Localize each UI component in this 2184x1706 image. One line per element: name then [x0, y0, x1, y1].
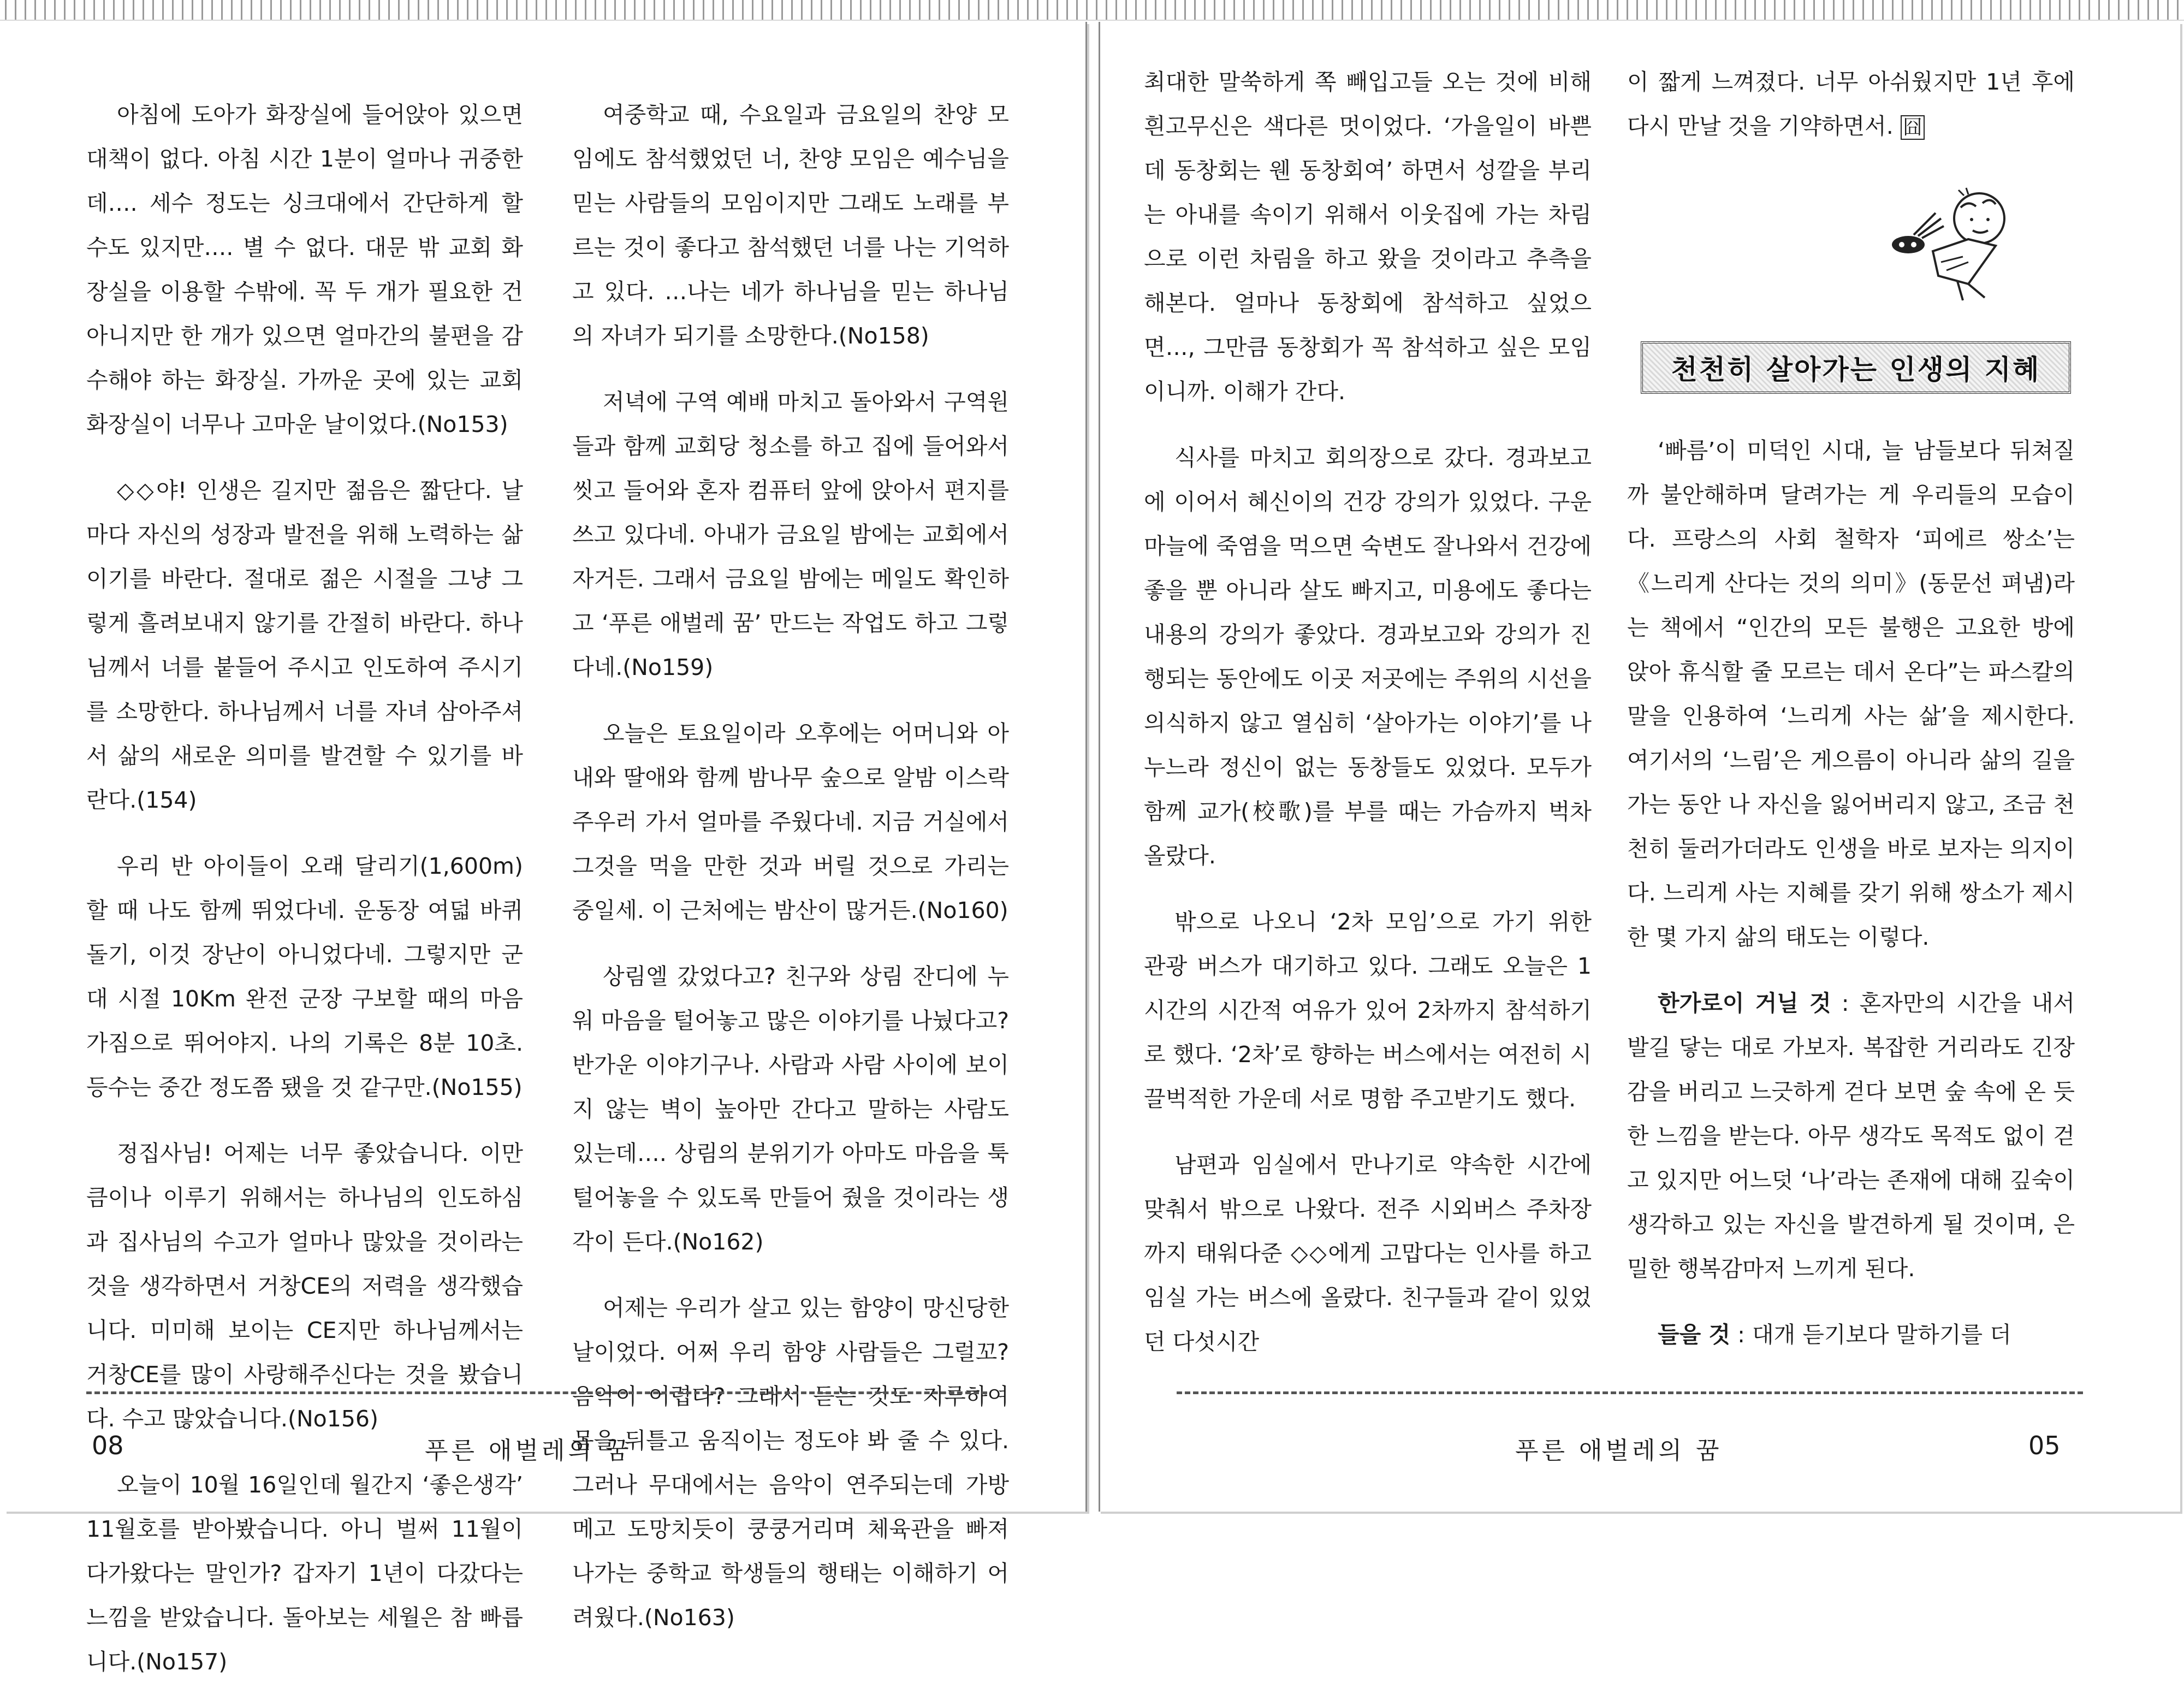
- paragraph: [1627, 60, 2075, 150]
- spiral-binding: [0, 0, 2184, 21]
- right-column-2-top: [1627, 60, 2075, 171]
- paragraph: ‘빠름’이 미덕인 시대, 늘 남들보다 뒤쳐질까 불안해하며 달려가는 게 우리들의 모습이다. 프랑스의 사회 철학자 ‘피에르 쌍소’는 《느리게 산다는 것의 의미》(동문선 펴냄)라는 책에서 “인간의 모든 불행은 고요한 방에 앉아 휴식할 줄 모르는 데서 온다”는 파스칼의 말을 인용하여 ‘느리게 사는 삶’을 제시한다. 여기서의 ‘느림’은 게으름이 아니라 삶의 길을 가는 동안 나 자신을 잃어버리지 않고, 조금 천천히 둘러가더라도 인생을 바로 보자는 의지이다. 느리게 사는 지혜를 갖기 위해 쌍소가 제시한 몇 가지 삶의 태도는 이렇다.: [1627, 437, 2075, 950]
- paragraph: 밖으로 나오니 ‘2차 모임’으로 가기 위한 관광 버스가 대기하고 있다. 그래도 오늘은 1시간의 시간적 여유가 있어 2차까지 참석하기로 했다. ‘2차’로 향하는 버스에서는 여전히 시끌벅적한 가운데 서로 명함 주고받기도 했다.: [1144, 909, 1592, 1112]
- paragraph: 우리 반 아이들이 오래 달리기(1,600m) 할 때 나도 함께 뛰었다네. 운동장 여덟 바퀴 돌기, 이것 장난이 아니었다네. 그렇지만 군대 시절 10Km 완전 군장 구보할 때의 마음가짐으로 뛰어야지. 나의 기록은 8분 10초. 등수는 중간 정도쯤 됐을 것 같구만.(No155): [86, 853, 523, 1100]
- right-column-1: [1144, 60, 1592, 1386]
- paragraph: 정집사님! 어제는 너무 좋았습니다. 이만큼이나 이루기 위해서는 하나님의 인도하심과 집사님의 수고가 얼마나 많았을 것이라는 것을 생각하면서 거창CE의 저력을 생각했습니다. 미미해 보이는 CE지만 하나님께서는 거창CE를 많이 사랑해주신다는 것을 봤습니다. 수고 많았습니다.(No156): [86, 1140, 523, 1432]
- paragraph: 여중학교 때, 수요일과 금요일의 찬양 모임에도 참석했었던 너, 찬양 모임은 예수님을 믿는 사람들의 모임이지만 그래도 노래를 부르는 것이 좋다고 참석했던 너를 나는 기억하고 있다. …나는 네가 하나님을 믿는 하나님의 자녀가 되기를 소망한다.(No158): [572, 102, 1009, 349]
- item-text: : 대개 듣기보다 말하기를 더: [1730, 1322, 2011, 1348]
- paragraph: 최대한 말쑥하게 쪽 빼입고들 오는 것에 비해 흰고무신은 색다른 멋이었다. ‘가을일이 바쁜데 동창회는 웬 동창회여’ 하면서 성깔을 부리는 아내를 속이기 위해서 이웃집에 가는 차림으로 이런 차림을 하고 왔을 것이라고 추측을 해본다. 얼마나 동창회에 참석하고 싶었으면…, 그만큼 동창회가 꼭 참석하고 싶은 모임이니까. 이해가 간다.: [1144, 69, 1592, 405]
- page-number: 08: [92, 1431, 124, 1460]
- paragraph: ◇◇야! 인생은 길지만 젊음은 짧단다. 날마다 자신의 성장과 발전을 위해 노력하는 삶이기를 바란다. 절대로 젊은 시절을 그냥 그렇게 흘려보내지 않기를 간절히 바란다. 하나님께서 너를 붙들어 주시고 인도하여 주시기를 소망한다. 하나님께서 너를 자녀 삼아주셔서 삶의 새로운 의미를 발견할 수 있기를 바란다.(154): [86, 477, 523, 813]
- paragraph: 저녁에 구역 예배 마치고 돌아와서 구역원들과 함께 교회당 청소를 하고 집에 들어와서 씻고 들어와 혼자 컴퓨터 앞에 앉아서 편지를 쓰고 있다네. 아내가 금요일 밤에는 교회에서 자거든. 그래서 금요일 밤에는 메일도 확인하고 ‘푸른 애벌레 꿈’ 만드는 작업도 하고 그렇다네.(No159): [572, 389, 1009, 680]
- right-page: [1099, 22, 2180, 1512]
- section-title: 천천히 살아가는 인생의 지혜: [1671, 354, 2041, 386]
- end-mark: 囧: [1901, 115, 1925, 140]
- paragraph: 아침에 도아가 화장실에 들어앉아 있으면 대책이 없다. 아침 시간 1분이 얼마나 귀중한데…. 세수 정도는 싱크대에서 간단하게 할 수도 있지만…. 별 수 없다. 대문 밖 교회 화장실을 이용할 수밖에. 꼭 두 개가 필요한 건 아니지만 한 개가 있으면 얼마간의 불편을 감수해야 하는 화장실. 가까운 곳에 있는 교회 화장실이 너무나 고마운 날이었다.(No153): [86, 102, 523, 437]
- paragraph: 오늘이 10월 16일인데 월간지 ‘좋은생각’ 11월호를 받아봤습니다. 아니 벌써 11월이 다가왔다는 말인가? 갑자기 1년이 다갔다는 느낌을 받았습니다. 돌아보는 세월은 참 빠릅니다.(No157): [86, 1472, 523, 1675]
- paragraph: 어제는 우리가 살고 있는 함양이 망신당한 날이었다. 어쩌 우리 함양 사람들은 그럴꼬? 음악이 어렵다? 그래서 듣는 것도 지루하여 몸을 뒤틀고 움직이는 정도야 봐 줄 수 있다. 그러나 무대에서는 음악이 연주되는데 가방메고 도망치듯이 쿵쿵거리며 체육관을 빠져나가는 중학교 학생들의 행태는 이해하기 어려웠다.(No163): [572, 1295, 1009, 1631]
- running-title: 푸른 애벌레의 꿈: [425, 1437, 632, 1465]
- paragraph: 남편과 임실에서 만나기로 약속한 시간에 맞춰서 밖으로 나왔다. 전주 시외버스 주차장까지 태워다준 ◇◇에게 고맙다는 인사를 하고 임실 가는 버스에 올랐다. 친구들과 같이 있었던 다섯시간: [1144, 1152, 1592, 1355]
- closing-text: 이 짧게 느껴졌다. 너무 아쉬웠지만 1년 후에 다시 만날 것을 기약하면서.: [1627, 69, 2075, 139]
- paragraph: [1627, 1313, 2075, 1357]
- left-page: [4, 22, 1087, 1675]
- paragraph: 오늘은 토요일이라 오후에는 어머니와 아내와 딸애와 함께 밤나무 숲으로 알밤 이스락 주우러 가서 얼마를 주웠다네. 지금 거실에서 그것을 먹을 만한 것과 버릴 것으로 가리는 중일세. 이 근처에는 밤산이 많거든.(No160): [572, 720, 1009, 923]
- item-text: : 혼자만의 시간을 내서 발길 닿는 대로 가보자. 복잡한 거리라도 긴장감을 버리고 느긋하게 걷다 보면 숲 속에 온 듯한 느낌을 받는다. 아무 생각도 목적도 없이 걷고 있지만 어느덧 ‘나’라는 존재에 대해 깊숙이 생각하고 있는 자신을 발견하게 될 것이며, 은밀한 행복감마저 느끼게 된다.: [1627, 990, 2075, 1282]
- paragraph: [1627, 981, 2075, 1291]
- left-column-2: [572, 93, 1009, 1662]
- item-heading: 들을 것: [1658, 1322, 1731, 1348]
- right-column-2: [1627, 429, 2075, 1379]
- section-title-box: [1641, 341, 2071, 394]
- running-title: 푸른 애벌레의 꿈: [1515, 1437, 1723, 1465]
- paragraph: 식사를 마치고 회의장으로 갔다. 경과보고에 이어서 혜신이의 건강 강의가 있었다. 구운 마늘에 죽염을 먹으면 숙변도 잘나와서 건강에 좋을 뿐 아니라 살도 빠지고, 미용에도 좋다는 내용의 강의가 좋았다. 경과보고와 강의가 진행되는 동안에도 이곳 저곳에는 주위의 시선을 의식하지 않고 열심히 ‘살아가는 이야기’를 나누느라 정신이 없는 동창들도 있었다. 모두가 함께 교가(校歌)를 부를 때는 가슴까지 벅차 올랐다.: [1144, 445, 1592, 869]
- footer-divider: [1177, 1391, 2083, 1394]
- sleeping-child-illustration: [1832, 180, 2017, 311]
- paragraph: 상림엘 갔었다고? 친구와 상림 잔디에 누워 마음을 털어놓고 많은 이야기를 나눴다고? 반가운 이야기구나. 사람과 사람 사이에 보이지 않는 벽이 높아만 간다고 말하는 사람도 있는데…. 상림의 분위기가 아마도 마음을 툭 털어놓을 수 있도록 만들어 줬을 것이라는 생각이 든다.(No162): [572, 963, 1009, 1255]
- footer-divider: [86, 1391, 987, 1394]
- page-number: 05: [2028, 1431, 2061, 1460]
- item-heading: 한가로이 거닐 것: [1658, 990, 1831, 1016]
